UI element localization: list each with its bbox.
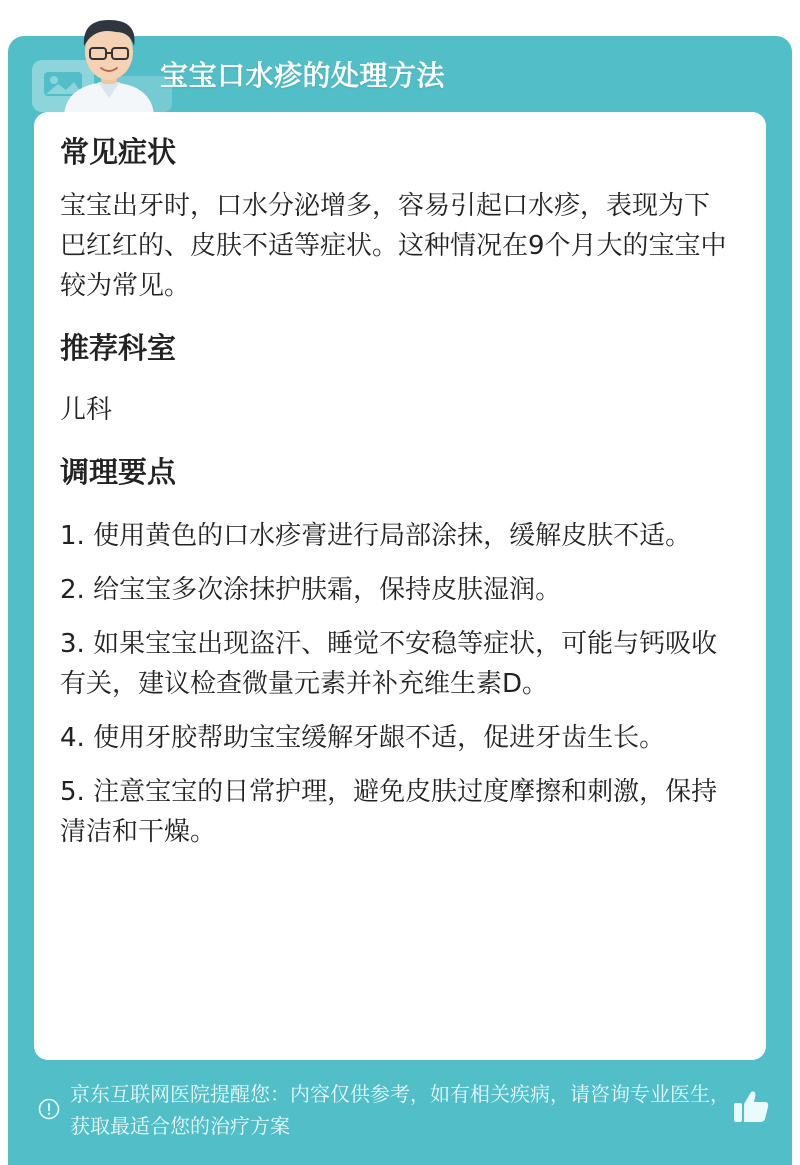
list-item: 1. 使用黄色的口水疹膏进行局部涂抹，缓解皮肤不适。 [60, 521, 692, 551]
doctor-avatar [54, 6, 164, 116]
content-panel [34, 112, 766, 1060]
symptoms-heading: 常见症状 [60, 135, 177, 169]
symptoms-text: 宝宝出牙时，口水分泌增多，容易引起口水疹，表现为下巴红红的、皮肤不适等症状。这种情况在9个月大的宝宝中较为常见。 [60, 191, 727, 301]
thumbs-up-icon[interactable] [732, 1088, 770, 1124]
footer-disclaimer [34, 1078, 774, 1148]
disclaimer-text: 京东互联网医院提醒您：内容仅供参考，如有相关疾病，请咨询专业医生，获取最适合您的治疗方案 [70, 1082, 730, 1138]
page-title: 宝宝口水疹的处理方法 [160, 59, 446, 92]
care-heading: 调理要点 [60, 455, 177, 489]
department-heading: 推荐科室 [60, 331, 177, 365]
department-text: 儿科 [60, 395, 113, 425]
list-item: 3. 如果宝宝出现盗汗、睡觉不安稳等症状，可能与钙吸收有关，建议检查微量元素并补充维生素D。 [60, 629, 718, 699]
article-card [8, 36, 792, 1165]
list-item: 5. 注意宝宝的日常护理，避免皮肤过度摩擦和刺激，保持清洁和干燥。 [60, 777, 718, 847]
article-content [60, 132, 732, 852]
list-item: 2. 给宝宝多次涂抹护肤霜，保持皮肤湿润。 [60, 575, 562, 605]
list-item: 4. 使用牙胶帮助宝宝缓解牙龈不适，促进牙齿生长。 [60, 723, 666, 753]
info-icon [38, 1098, 60, 1120]
